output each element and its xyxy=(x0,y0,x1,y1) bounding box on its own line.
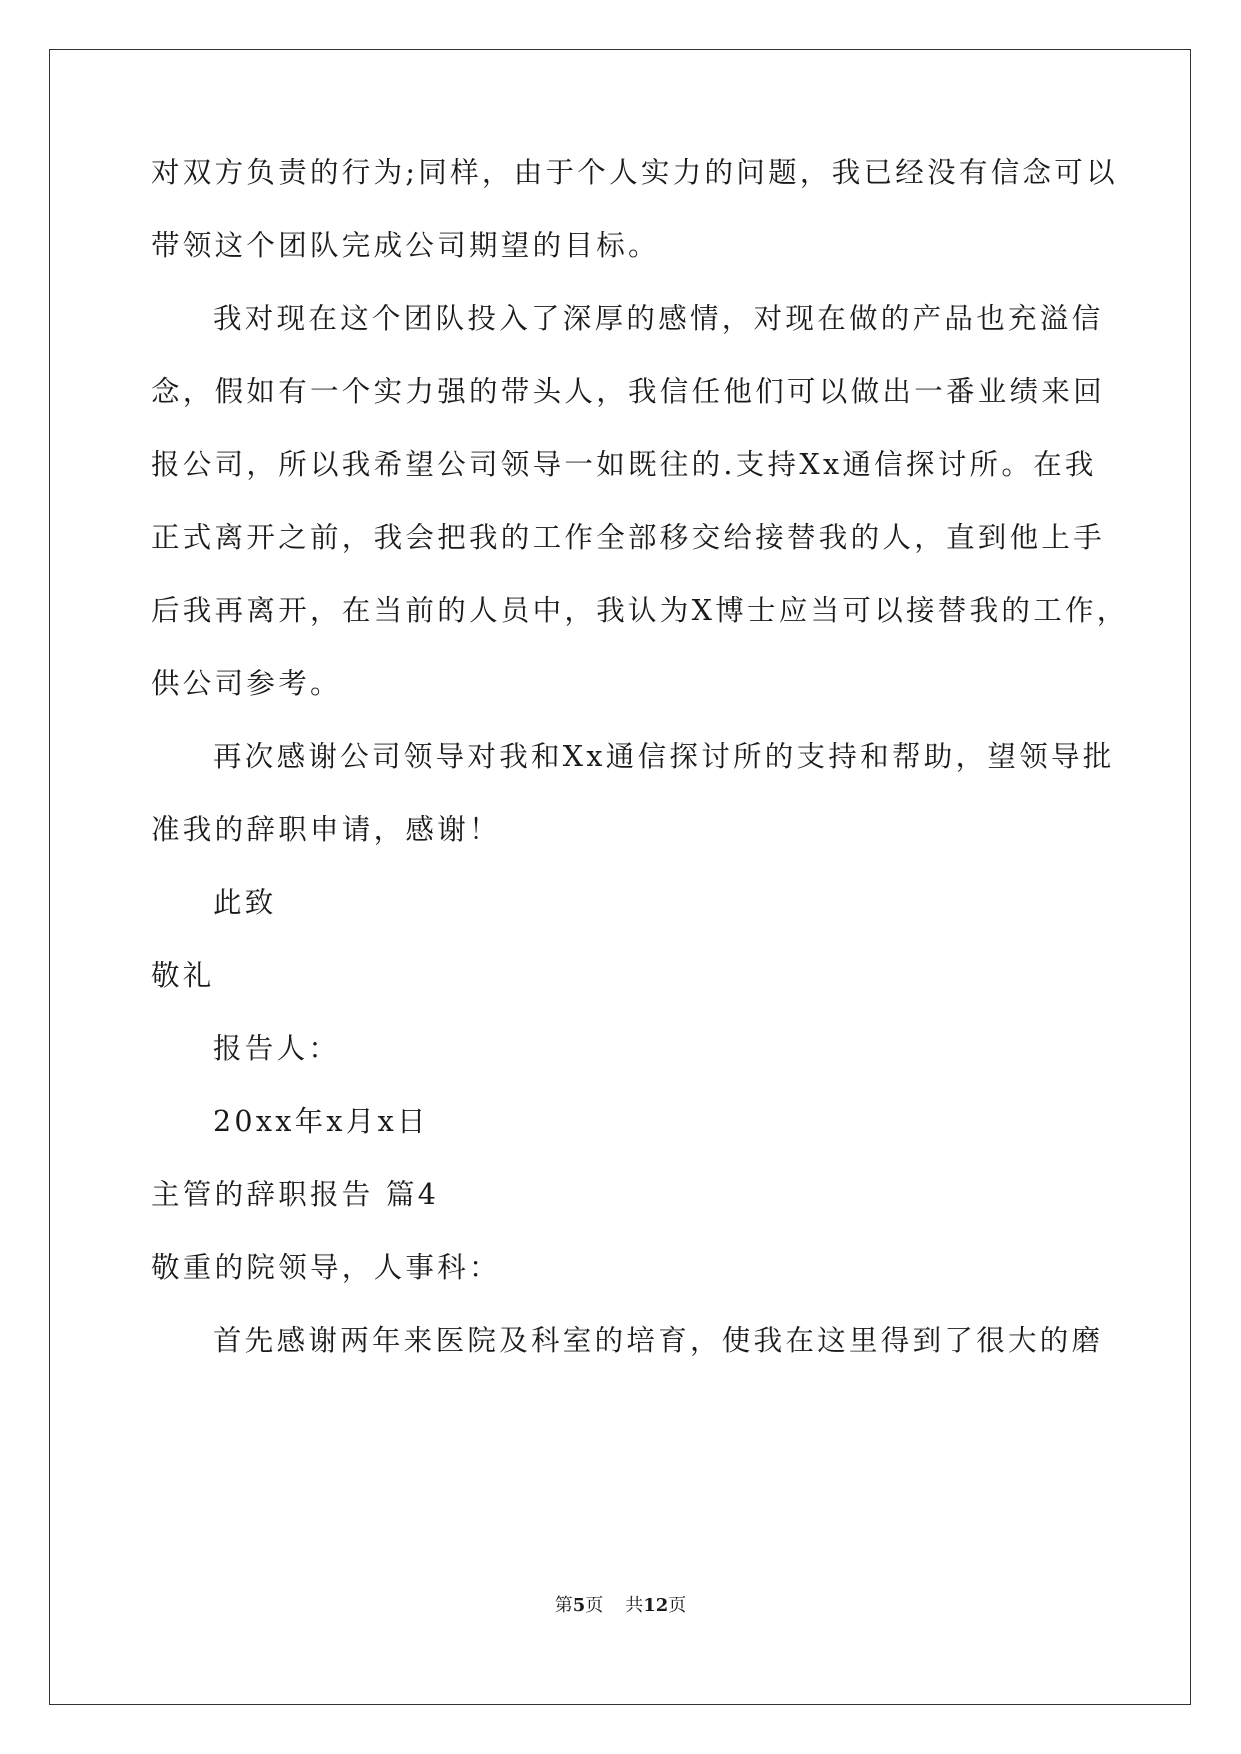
date-line: 20xx年x月x日 xyxy=(213,1105,429,1138)
page-number: 5 xyxy=(572,1595,586,1616)
text-line: 供公司参考。 xyxy=(151,667,342,700)
text-line: 后我再离开，在当前的人员中，我认为X博士应当可以接替我的工作， xyxy=(151,594,1129,627)
text-line: 正式离开之前，我会把我的工作全部移交给接替我的人，直到他上手 xyxy=(151,521,1106,554)
greeting-line: 敬重的院领导，人事科： xyxy=(151,1251,501,1284)
page-suffix: 页 xyxy=(585,1595,604,1616)
text-line: 念，假如有一个实力强的带头人，我信任他们可以做出一番业绩来回 xyxy=(151,375,1106,408)
text-line: 对双方负责的行为;同样，由于个人实力的问题，我已经没有信念可以 xyxy=(151,156,1118,189)
section-heading: 主管的辞职报告 篇4 xyxy=(151,1178,440,1211)
text-line: 准我的辞职申请，感谢！ xyxy=(151,813,501,846)
text-line: 报公司，所以我希望公司领导一如既往的.支持Xx通信探讨所。在我 xyxy=(151,448,1097,481)
total-suffix: 页 xyxy=(668,1595,687,1616)
page-footer xyxy=(0,1594,1241,1618)
reporter-label: 报告人： xyxy=(213,1032,341,1065)
paragraph-start-line: 首先感谢两年来医院及科室的培育，使我在这里得到了很大的磨 xyxy=(213,1324,1104,1357)
text-line: 带领这个团队完成公司期望的目标。 xyxy=(151,229,660,262)
page-prefix: 第 xyxy=(554,1595,573,1616)
closing-regards: 敬礼 xyxy=(151,959,215,992)
total-prefix: 共 xyxy=(625,1595,644,1616)
closing-salutation: 此致 xyxy=(213,886,277,919)
page-border xyxy=(49,49,1191,1705)
paragraph-start-line: 再次感谢公司领导对我和Xx通信探讨所的支持和帮助，望领导批 xyxy=(213,740,1115,773)
paragraph-start-line: 我对现在这个团队投入了深厚的感情，对现在做的产品也充溢信 xyxy=(213,302,1104,335)
total-pages: 12 xyxy=(643,1595,669,1616)
